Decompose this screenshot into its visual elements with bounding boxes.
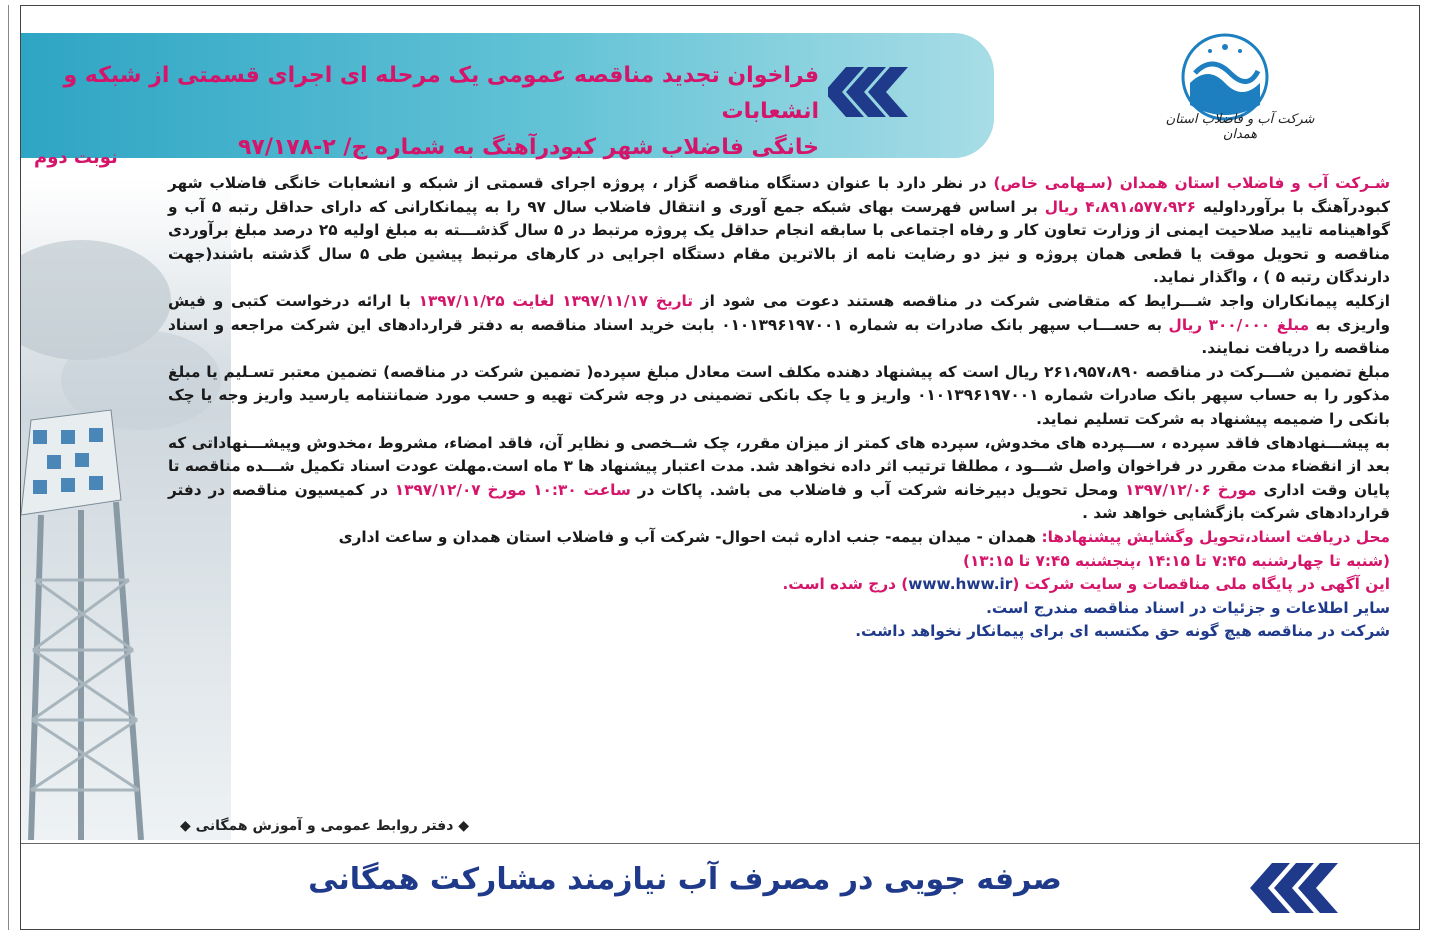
website-text-2: ) درج شده است. bbox=[782, 575, 909, 594]
location-label: محل دریافت اسناد،تحویل وگشایش پیشنهادها: bbox=[1041, 527, 1390, 546]
round-label: نوبت دوم bbox=[34, 147, 118, 168]
project-text: در نظر دارد با عنوان دستگاه مناقصه گزار ، پروژه اجرای قسمتی از شبکه و انشعابات خانگی فاضلاب شهر کبودرآهنگ با برآورداولیه bbox=[168, 174, 1390, 216]
conditions-text: به پیشـــنهادهای فاقد سپرده ، ســـپرده های مخدوش، سپرده های کمتر از میزان مقرر، چک شــخصی و نظایر آن، فاقد امضاء، مشروط ،مخدوش وپیشـــنهاداتی که بعد از انقضاء مدت مقرر در فراخوان واصل شـــود ، مطلقا ترتیب اثر داده نخواهد شد. مدت اعتبار پیشنهاد ها ۳ ماه است.مهلت عودت اسناد تکمیل شـــده مناقصه تا پایان وقت اداری bbox=[168, 433, 1391, 499]
conditions-text-3: در کمیسیون مناقصه در دفتر قراردادهای شرکت بازگشایی خواهد شد . bbox=[168, 480, 1390, 523]
page-left-rule bbox=[8, 5, 9, 930]
paragraph-documents bbox=[168, 290, 1390, 361]
documents-text-2: با ارائه درخواست کتبی و فیش واریزی به bbox=[168, 291, 1391, 334]
title-line-1: فراخوان تجدید مناقصه عمومی یک مرحله ای اجرای قسمتی از شبکه و انشعابات bbox=[63, 63, 819, 124]
chevrons-icon bbox=[828, 62, 908, 122]
tender-body bbox=[168, 172, 1390, 644]
title-line-2: خانگی فاضلاب شهر کبودرآهنگ به شماره ج/ ۲-۹۷/۱۷۸ bbox=[237, 135, 819, 160]
documents-text: ازکلیه پیمانکاران واجد شـــرایط که متقاضی شرکت در مناقصه هستند دعوت می شود از bbox=[692, 291, 1390, 310]
opening-time: ساعت ۱۰:۳۰ مورخ ۱۳۹۷/۱۲/۰۷ bbox=[394, 480, 631, 499]
project-text-2: بر اساس فهرست بهای شبکه جمع آوری و انتقال فاضلاب سال ۹۷ را به پیمانکارانی که دارای حداقل رتبه ۵ آب و گواهینامه تایید صلاحیت ایمنی از وزارت تعاون کار و رفاه اجتماعی با سابقه انجام حداقل یک پروژه مرتبط در ۵ سال گذشـــته به مبلغ اولیه ۲۵ درصد مبلغ برآوردی مناقصه و تحویل موقت یا قطعی همان پروژه و نیز دو رضایت نامه از بالاترین مقام دستگاه اجرایی در کارهای مرتبط پیشین طی ۵ سال گذشته باشند(جهت دارندگان رتبه ۵ ) ، واگذار نماید. bbox=[168, 197, 1390, 287]
logo-company-name: شرکت آب و فاضلاب استان همدان bbox=[1165, 112, 1315, 142]
paragraph-website bbox=[168, 573, 1390, 597]
arrow-icon: ◆ bbox=[458, 818, 470, 834]
pr-office-text: دفتر روابط عمومی و آموزش همگانی bbox=[195, 818, 454, 834]
paragraph-guarantee: مبلغ تضمین شـــرکت در مناقصه ۲۶۱،۹۵۷،۸۹۰ ریال است که پیشنهاد دهنده مکلف است معادل مبلغ سپرده( تضمین شرکت در مناقصه) تضمین معتبر تسـلیم یا مبلغ مذکور را به حساب سپهر بانک صادرات شماره ۰۱۰۱۳۹۶۱۹۷۰۰۱ واریز و یا چک بانکی تضمینی در وجه شرکت تهیه و حسب مورد ضمانتنامه یارسید واریز وجه یا چک بانکی را ضمیمه پیشنهاد به شرکت تسلیم نماید. bbox=[168, 362, 1390, 428]
paragraph-conditions bbox=[168, 432, 1390, 526]
paragraph-location bbox=[168, 526, 1390, 550]
paragraph-other-info: سایر اطلاعات و جزئیات در اسناد مناقصه مندرج است. bbox=[986, 598, 1390, 617]
documents-text-3: به حســـاب سپهر بانک صادرات به شماره ۰۱۰۱۳۹۶۱۹۷۰۰۱ بابت خرید اسناد مناقصه به دفتر قراردادهای این شرکت مراجعه و اسناد مناقصه را دریافت نمایند. bbox=[168, 315, 1390, 358]
return-date: مورخ ۱۳۹۷/۱۲/۰۶ bbox=[1125, 480, 1257, 499]
tender-title bbox=[39, 58, 819, 166]
pr-office-label bbox=[180, 818, 469, 834]
arrow-icon: ◆ bbox=[180, 818, 191, 834]
conditions-text-2: ومحل تحویل دبیرخانه شرکت آب و فاضلاب می باشد. پاکات در bbox=[630, 480, 1126, 499]
paragraph-project bbox=[168, 172, 1390, 290]
footer-chevrons-icon bbox=[1250, 858, 1340, 918]
website-link[interactable]: www.hww.ir bbox=[908, 575, 1013, 594]
company-name-highlight: شـرکت آب و فاضلاب استان همدان (سـهامی خاص) bbox=[993, 174, 1390, 192]
footer-divider bbox=[21, 843, 1419, 844]
document-fee: مبلغ ۳۰۰/۰۰۰ ریال bbox=[1168, 315, 1310, 334]
location-text: همدان - میدان بیمه- جنب اداره ثبت احوال- شرکت آب و فاضلاب استان همدان و ساعت اداری bbox=[338, 527, 1042, 546]
paragraph-no-rights: شرکت در مناقصه هیچ گونه حق مکتسبه ای برای پیمانکار نخواهد داشت. bbox=[855, 622, 1390, 641]
website-text: این آگهی در پایگاه ملی مناقصات و سایت شرکت ( bbox=[1012, 575, 1390, 594]
document-dates: تاریخ ۱۳۹۷/۱۱/۱۷ لغایت ۱۳۹۷/۱۱/۲۵ bbox=[418, 291, 693, 310]
footer-slogan: صرفه جویی در مصرف آب نیازمند مشارکت همگانی bbox=[308, 862, 1062, 897]
estimate-amount: ۴،۸۹۱،۵۷۷،۹۲۶ ریال bbox=[1044, 197, 1196, 216]
office-hours: (شنبه تا چهارشنبه ۷:۴۵ تا ۱۴:۱۵ ،پنجشنبه ۷:۴۵ تا ۱۳:۱۵) bbox=[962, 551, 1390, 570]
